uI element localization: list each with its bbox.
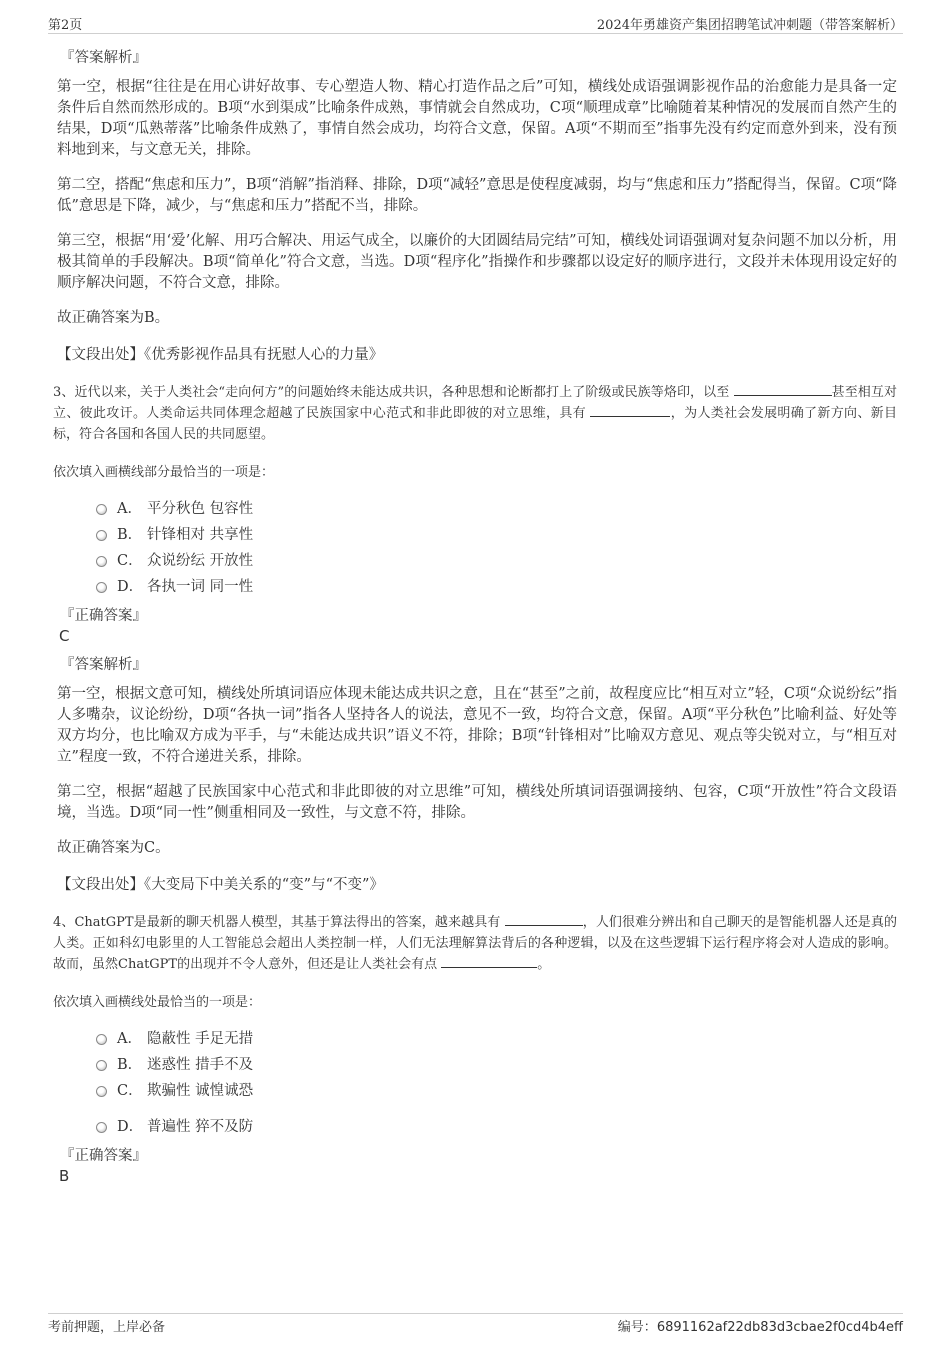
- correct-answer-label: 『正确答案』: [60, 608, 147, 624]
- radio-button[interactable]: [96, 1086, 107, 1097]
- answer-summary: 故正确答案为C。: [57, 840, 170, 856]
- option-d[interactable]: D． 各执一词 同一性: [96, 572, 897, 598]
- option-c[interactable]: C． 众说纷纭 开放性: [96, 546, 897, 572]
- blank-line: [590, 404, 670, 417]
- analysis-label: 『答案解析』: [60, 50, 147, 66]
- radio-button[interactable]: [96, 1060, 107, 1071]
- radio-button[interactable]: [96, 530, 107, 541]
- option-b[interactable]: B． 迷惑性 措手不及: [96, 1050, 897, 1076]
- option-a[interactable]: A． 隐蔽性 手足无措: [96, 1024, 897, 1050]
- question-3-options: [96, 494, 897, 598]
- blank-line: [734, 383, 832, 396]
- question-4-options: [96, 1024, 897, 1138]
- document-code: 编号：6891162af22db83d3cbae2f0cd4b4eff: [617, 1320, 903, 1335]
- page-header: [48, 14, 903, 34]
- radio-button[interactable]: [96, 1122, 107, 1133]
- question-3-stem: 3、近代以来，关于人类社会“走向何方”的问题始终未能达成共识，各种思想和论断都打上了阶级或民族等烙印，以至 甚至相互对立、彼此攻讦。人类命运共同体理念超越了民族国家中心范式和非此即彼的对立思维，具有 ，为人类社会发展明确了新方向、新目标，符合各国和各国人民的共同愿望。: [53, 385, 897, 442]
- page-footer: [48, 1313, 903, 1334]
- option-b[interactable]: B． 针锋相对 共享性: [96, 520, 897, 546]
- passage-source: 【文段出处】《大变局下中美关系的“变”与“不变”》: [57, 877, 384, 893]
- document-title: 2024年勇雄资产集团招聘笔试冲刺题（带答案解析）: [596, 18, 903, 33]
- analysis-label: 『答案解析』: [60, 657, 147, 673]
- radio-button[interactable]: [96, 504, 107, 515]
- page-content: [53, 38, 897, 1193]
- page-number: 第2页: [48, 18, 83, 33]
- option-d[interactable]: D． 普遍性 猝不及防: [96, 1112, 897, 1138]
- option-a[interactable]: A． 平分秋色 包容性: [96, 494, 897, 520]
- analysis-paragraph: 第二空，根据“超越了民族国家中心范式和非此即彼的对立思维”可知，横线处所填词语强调接纳、包容，C项“开放性”符合文段语境，当选。D项“同一性”侧重相同及一致性，与文意不符，排除。: [57, 784, 897, 821]
- analysis-paragraph: 第一空，根据文意可知，横线处所填词语应体现未能达成共识之意，且在“甚至”之前，故程度应比“相互对立”轻，C项“众说纷纭”指人多嘴杂，议论纷纷，D项“各执一词”指各人坚持各人的说法，意见不一致，均符合文意，保留。A项“平分秋色”比喻利益、好处等双方均分，也比喻双方成为平手，与“未能达成共识”语义不符，排除；B项“针锋相对”比喻双方意见、观点等尖锐对立，与“相互对立”程度一致，不符合递进关系，排除。: [57, 686, 897, 765]
- answer-summary: 故正确答案为B。: [57, 310, 170, 326]
- footer-slogan: 考前押题，上岸必备: [48, 1320, 166, 1335]
- option-c[interactable]: C． 欺骗性 诚惶诚恐: [96, 1076, 897, 1102]
- radio-button[interactable]: [96, 1034, 107, 1045]
- question-4-prompt: 依次填入画横线处最恰当的一项是：: [53, 995, 262, 1010]
- correct-answer-label: 『正确答案』: [60, 1148, 147, 1164]
- radio-button[interactable]: [96, 582, 107, 593]
- passage-source: 【文段出处】《优秀影视作品具有抚慰人心的力量》: [57, 347, 384, 363]
- question-4-stem: 4、ChatGPT是最新的聊天机器人模型，其基于算法得出的答案，越来越具有 ，人们很难分辨出和自己聊天的是智能机器人还是真的人类。正如科幻电影里的人工智能总会超出人类控制一样，人们无法理解算法背后的各种逻辑，以及在这些逻辑下运行程序将会对人造成的影响。故而，虽然ChatGPT的出现并不令人意外，但还是让人类社会有点 。: [53, 915, 897, 972]
- blank-line: [505, 913, 583, 926]
- blank-line: [441, 955, 537, 968]
- analysis-paragraph: 第二空，搭配“焦虑和压力”，B项“消解”指消释、排除，D项“减轻”意思是使程度减弱，均与“焦虑和压力”搭配得当，保留。C项“降低”意思是下降，减少，与“焦虑和压力”搭配不当，排除。: [57, 177, 897, 214]
- correct-answer: C: [59, 627, 70, 645]
- analysis-paragraph: 第一空，根据“往往是在用心讲好故事、专心塑造人物、精心打造作品之后”可知，横线处成语强调影视作品的治愈能力是具备一定条件后自然而然形成的。B项“水到渠成”比喻条件成熟，事情就会自然成功，C项“顺理成章”比喻随着某种情况的发展而自然产生的结果，D项“瓜熟蒂落”比喻条件成熟了，事情自然会成功，均符合文意，保留。A项“不期而至”指事先没有约定而意外到来，没有预料地到来，与文意无关，排除。: [57, 79, 897, 158]
- analysis-paragraph: 第三空，根据“用‘爱’化解、用巧合解决、用运气成全，以廉价的大团圆结局完结”可知，横线处词语强调对复杂问题不加以分析，用极其简单的手段解决。B项“简单化”符合文意，当选。D项“程序化”指操作和步骤都以设定好的顺序进行，文段并未体现用设定好的顺序解决问题，不符合文意，排除。: [57, 233, 897, 291]
- correct-answer: B: [59, 1167, 70, 1185]
- question-3-prompt: 依次填入画横线部分最恰当的一项是：: [53, 465, 275, 480]
- radio-button[interactable]: [96, 556, 107, 567]
